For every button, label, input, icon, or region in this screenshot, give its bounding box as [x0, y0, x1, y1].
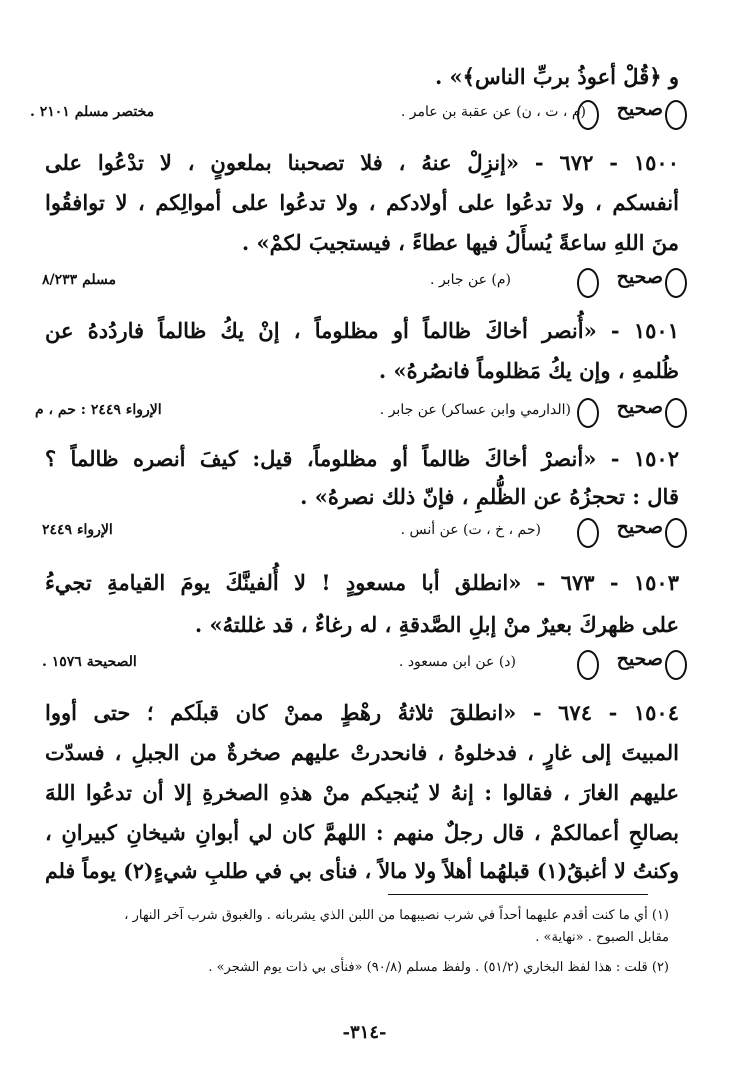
bracket-icon: [577, 268, 599, 298]
text-line: و ﴿قُلْ أعوذُ بربِّ الناس﴾» .: [434, 64, 679, 89]
footnote-line: مقابل الصبوح . «نهاية» .: [535, 930, 669, 945]
grade-row: [30, 648, 681, 682]
hadith-line: بصالحِ أعمالكمْ ، قال رجلٌ منهم : اللهمَّ كان لي أبوانِ شيخانِ كبيرانِ ،: [45, 820, 679, 845]
grade-label: صحيح: [616, 266, 663, 288]
hadith-line: وكنتُ لا أغبقُ(١) قبلهُما أهلاً ولا مالاً ، فنأى بي في طلبِ شيءٍ(٢) يوماً فلم: [45, 859, 680, 883]
hadith-line: أنفسكم ، ولا تدعُوا على أولادكم ، ولا تدعُوا على أموالِكم ، لا توافقُوا: [45, 190, 679, 215]
reference-text: مختصر مسلم ٢١٠١ .: [30, 104, 155, 120]
source-text: (د) عن ابن مسعود .: [398, 654, 516, 670]
reference-text: الإرواء ٢٤٤٩ : حم ، م: [35, 402, 162, 418]
bracket-icon: [577, 518, 599, 548]
hadith-line: على ظهركَ بعيرٌ منْ إبلِ الصَّدقةِ ، له رغاءٌ ، قد غللتهُ» .: [194, 612, 679, 637]
hadith-line: قال : تحجزُهُ عن الظُّلمِ ، فإنّ ذلك نصرهُ» .: [300, 484, 679, 509]
grade-label: صحيح: [616, 98, 663, 120]
reference-text: الصحيحة ١٥٧٦ .: [42, 654, 137, 670]
hadith-line: منَ اللهِ ساعةً يُسأَلُ فيها عطاءً ، فيستجيبَ لكمْ» .: [241, 230, 679, 255]
hadith-line: عليهم الغارَ ، فقالوا : إنهُ لا يُنجيكم منْ هذهِ الصخرةِ إلا أن تدعُوا اللهَ: [45, 780, 679, 805]
reference-text: مسلم ٨/٢٣٣: [42, 272, 117, 288]
bracket-icon: [577, 100, 599, 130]
hadith-line: ١٥٠٠ - ٦٧٢ - «إنزِلْ عنهُ ، فلا تصحبنا بملعونٍ ، لا تدْعُوا على: [45, 150, 679, 175]
hadith-line: ١٥٠٢ - «أنصرْ أخاكَ ظالماً أو مظلوماً، قيل: كيفَ أنصره ظالماً ؟: [45, 446, 679, 471]
source-text: (م ، ت ، ن) عن عقبة بن عامر .: [400, 104, 586, 120]
reference-text: الإرواء ٢٤٤٩: [42, 522, 113, 538]
source-text: (حم ، خ ، ت) عن أنس .: [400, 522, 541, 538]
hadith-line: ١٥٠٣ - ٦٧٣ - «انطلق أبا مسعودٍ ! لا أُلفينَّكَ يومَ القيامةِ تجيءُ: [45, 570, 679, 595]
grade-label: صحيح: [616, 396, 663, 418]
hadith-line: ١٥٠٤ - ٦٧٤ - «انطلقَ ثلاثةُ رهْطٍ ممنْ كان قبلَكم ؛ حتى أووا: [45, 700, 679, 725]
grade-row: [30, 98, 681, 132]
hadith-line: ١٥٠١ - «أُنصر أخاكَ ظالماً أو مظلوماً ، إنْ يكُ ظالماً فاردُدهُ عن: [45, 318, 679, 343]
grade-row: [30, 266, 681, 300]
grade-row: [30, 396, 681, 430]
grade-label: صحيح: [616, 648, 663, 670]
footnote-line: (١) أي ما كنت أقدم عليهما أحداً في شرب نصيبهما من اللبن الذي يشربانه . والغبوق شرب آخر النهار ،: [124, 908, 669, 923]
footnote-line: (٢) قلت : هذا لفظ البخاري (٥١/٢) . ولفظ مسلم (٩٠/٨) «فنأى بي ذات يوم الشجر» .: [208, 960, 669, 975]
grade-label: صحيح: [616, 516, 663, 538]
hadith-line: المبيتَ إلى غارٍ ، فدخلوهُ ، فانحدرتْ عليهم صخرةٌ من الجبلِ ، فسدّت: [45, 740, 679, 765]
bracket-icon: [577, 398, 599, 428]
bracket-icon: [577, 650, 599, 680]
source-text: (م) عن جابر .: [430, 272, 511, 288]
source-text: (الدارمي وابن عساكر) عن جابر .: [379, 402, 571, 418]
hadith-line: ظُلمهِ ، وإن يكُ مَظلوماً فانصُرهُ» .: [378, 358, 679, 383]
grade-row: [30, 516, 681, 550]
footnote-divider: [388, 894, 648, 895]
page-number: -٣١٤-: [342, 1022, 387, 1043]
